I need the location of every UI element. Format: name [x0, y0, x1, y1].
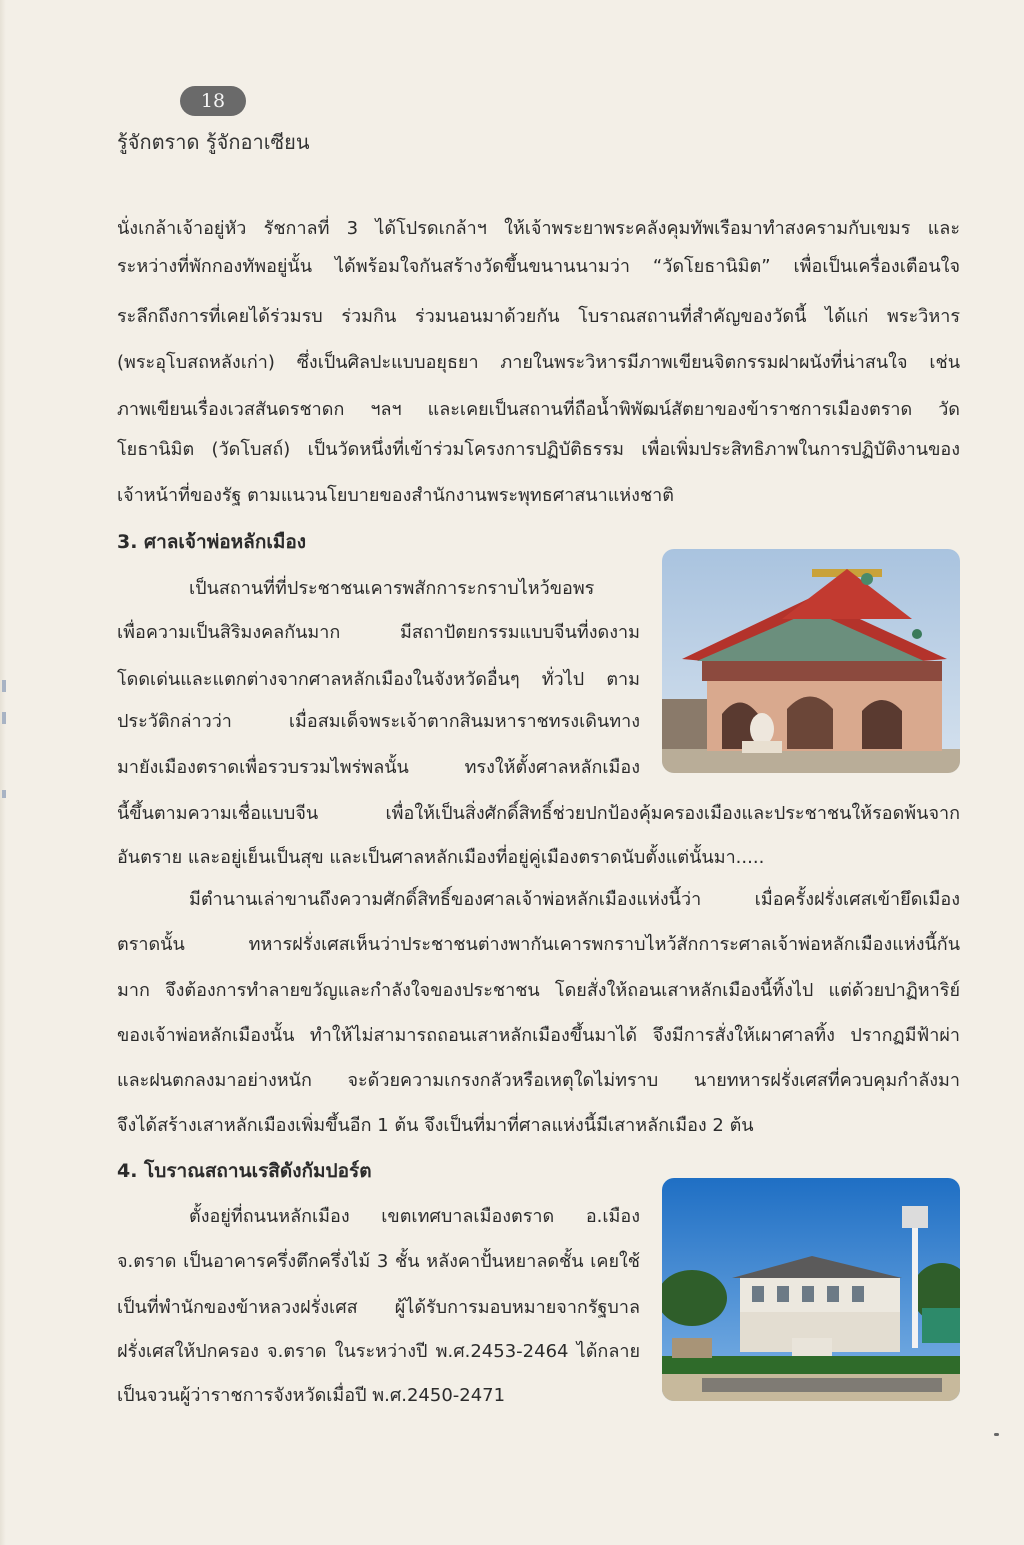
paragraph-line: ประวัติกล่าวว่า เมื่อสมเด็จพระเจ้าตากสินมหาราชทรงเดินทาง [117, 711, 640, 732]
section-heading: 4. โบราณสถานเรสิดังกัมปอร์ต [117, 1160, 372, 1182]
paragraph-line: จึงได้สร้างเสาหลักเมืองเพิ่มขึ้นอีก 1 ต้น จึงเป็นที่มาที่ศาลแห่งนี้มีเสาหลักเมือง 2 ต้น [117, 1115, 754, 1136]
paragraph-line: เพื่อความเป็นสิริมงคลกันมาก มีสถาปัตยกรรมแบบจีนที่งดงาม [117, 622, 640, 643]
paragraph-line: ตั้งอยู่ที่ถนนหลักเมือง เขตเทศบาลเมืองตราด อ.เมือง [189, 1206, 640, 1227]
section-heading: 3. ศาลเจ้าพ่อหลักเมือง [117, 531, 307, 553]
page-edge [0, 0, 6, 1545]
margin-mark [2, 790, 6, 798]
margin-mark [2, 712, 6, 724]
paragraph-line: มายังเมืองตราดเพื่อรวบรวมไพร่พลนั้น ทรงให้ตั้งศาลหลักเมือง [117, 757, 640, 778]
running-header: รู้จักตราด รู้จักอาเซียน [117, 130, 310, 154]
paragraph-line: ภาพเขียนเรื่องเวสสันดรชาดก ฯลฯ และเคยเป็นสถานที่ถือน้ำพิพัฒน์สัตยาของข้าราชการเมืองตราด วัด [117, 399, 960, 420]
paragraph-line: อันตราย และอยู่เย็นเป็นสุข และเป็นศาลหลักเมืองที่อยู่คู่เมืองตราดนับตั้งแต่นั้นมา..... [117, 847, 765, 868]
paragraph-line: มีตำนานเล่าขานถึงความศักดิ์สิทธิ์ของศาลเจ้าพ่อหลักเมืองแห่งนี้ว่า เมื่อครั้งฝรั่งเศสเข้ายึดเมือง [189, 889, 960, 910]
paragraph-line: นี้ขึ้นตามความเชื่อแบบจีน เพื่อให้เป็นสิ่งศักดิ์สิทธิ์ช่วยปกป้องคุ้มครองเมืองและประชาชนให้รอดพ้นจาก [117, 803, 960, 824]
paragraph-line: ของเจ้าพ่อหลักเมืองนั้น ทำให้ไม่สามารถถอนเสาหลักเมืองขึ้นมาได้ จึงมีการสั่งให้เผาศาลทิ้ง ปรากฏมีฟ้าผ่า [117, 1025, 960, 1046]
paragraph-line: เป็นที่พำนักของข้าหลวงฝรั่งเศส ผู้ได้รับการมอบหมายจากรัฐบาล [117, 1297, 640, 1318]
paragraph-line: นั่งเกล้าเจ้าอยู่หัว รัชกาลที่ 3 ได้โปรดเกล้าฯ ให้เจ้าพระยาพระคลังคุมทัพเรือมาทำสงครามกับเขมร และ [117, 218, 960, 239]
paragraph-line: ฝรั่งเศสให้ปกครอง จ.ตราด ในระหว่างปี พ.ศ.2453-2464 ได้กลาย [117, 1341, 640, 1362]
page-number: 18 [180, 86, 246, 116]
margin-mark [2, 680, 6, 692]
paragraph-line: โยธานิมิต (วัดโบสถ์) เป็นวัดหนึ่งที่เข้าร่วมโครงการปฏิบัติธรรม เพื่อเพิ่มประสิทธิภาพในการปฏิบัติงานของ [117, 439, 960, 460]
paragraph-line: โดดเด่นและแตกต่างจากศาลหลักเมืองในจังหวัดอื่นๆ ทั่วไป ตาม [117, 669, 640, 690]
residence-building-photo [662, 1178, 960, 1401]
paper-speck [994, 1433, 999, 1436]
paragraph-line: (พระอุโบสถหลังเก่า) ซึ่งเป็นศิลปะแบบอยุธยา ภายในพระวิหารมีภาพเขียนจิตกรรมฝาผนังที่น่าสนใจ เช่น [117, 352, 960, 373]
paragraph-line: เป็นจวนผู้ว่าราชการจังหวัดเมื่อปี พ.ศ.2450-2471 [117, 1385, 506, 1406]
paragraph-line: เจ้าหน้าที่ของรัฐ ตามแนวนโยบายของสำนักงานพระพุทธศาสนาแห่งชาติ [117, 485, 674, 506]
paragraph-line: มาก จึงต้องการทำลายขวัญและกำลังใจของประชาชน โดยสั่งให้ถอนเสาหลักเมืองนี้ทิ้งไป แต่ด้วยปาฏิหาริย์ [117, 980, 960, 1001]
paragraph-line: ตราดนั้น ทหารฝรั่งเศสเห็นว่าประชาชนต่างพากันเคารพกราบไหว้สักการะศาลเจ้าพ่อหลักเมืองแห่งนี้กัน [117, 934, 960, 955]
paragraph-line: เป็นสถานที่ที่ประชาชนเคารพสักการะกราบไหว้ขอพร [189, 578, 595, 599]
paragraph-line: และฝนตกลงมาอย่างหนัก จะด้วยความเกรงกลัวหรือเหตุใดไม่ทราบ นายทหารฝรั่งเศสที่ควบคุมกำลังมา [117, 1070, 960, 1091]
paragraph-line: ระหว่างที่พักกองทัพอยู่นั้น ได้พร้อมใจกันสร้างวัดขึ้นขนานนามว่า “วัดโยธานิมิต” เพื่อเป็นเครื่องเตือนใจ [117, 256, 960, 277]
city-pillar-shrine-photo [662, 549, 960, 773]
paragraph-line: จ.ตราด เป็นอาคารครึ่งตึกครึ่งไม้ 3 ชั้น หลังคาปั้นหยาลดชั้น เคยใช้ [117, 1251, 640, 1272]
paragraph-line: ระลึกถึงการที่เคยได้ร่วมรบ ร่วมกิน ร่วมนอนมาด้วยกัน โบราณสถานที่สำคัญของวัดนี้ ได้แก่ พระวิหาร [117, 306, 960, 327]
